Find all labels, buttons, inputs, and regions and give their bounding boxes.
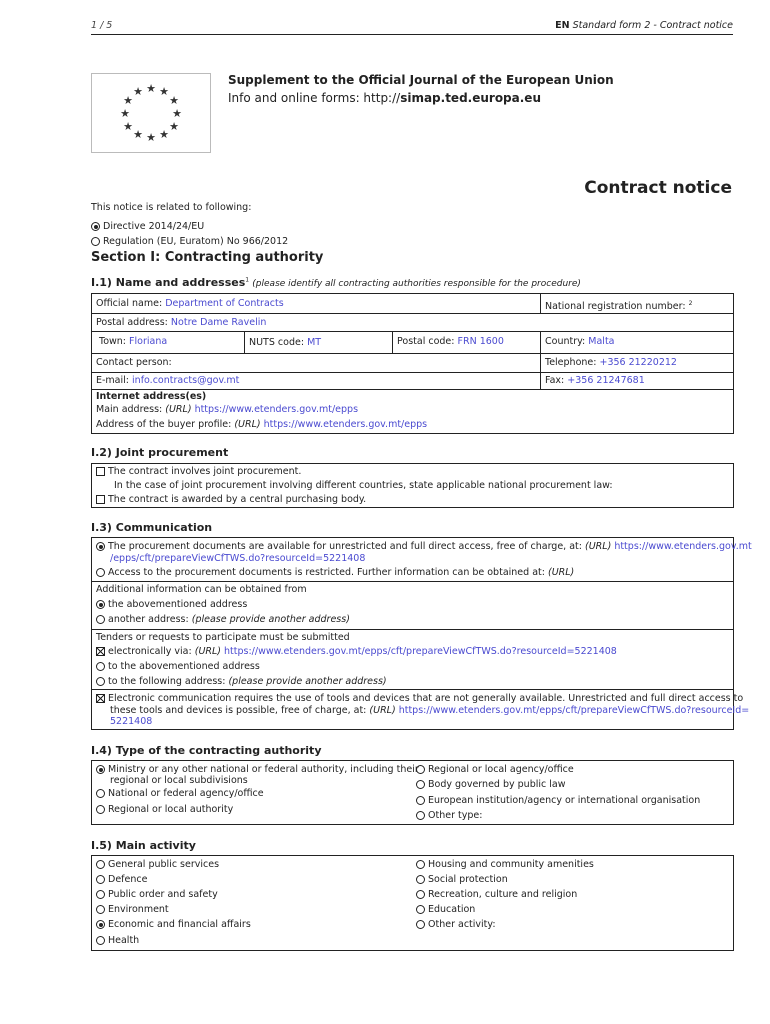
- field-label: NUTS code:: [249, 337, 305, 348]
- central-purchasing-option[interactable]: [96, 494, 366, 506]
- page-number: 1 / 5: [91, 20, 113, 31]
- url-tag: (URL): [234, 419, 261, 430]
- docs-link[interactable]: https://www.etenders.gov.mt: [614, 541, 752, 552]
- radio-icon[interactable]: [416, 905, 425, 914]
- option-note: (please provide another address): [191, 614, 350, 625]
- submit-above-address-option[interactable]: [96, 661, 260, 673]
- radio-icon[interactable]: [96, 905, 105, 914]
- activity-option[interactable]: [96, 904, 169, 916]
- section-title: Section I: Contracting authority: [91, 250, 324, 265]
- radio-icon[interactable]: [96, 789, 105, 798]
- option-label: Regional or local agency/office: [428, 764, 574, 775]
- radio-icon[interactable]: [416, 765, 425, 774]
- header-divider: [91, 34, 733, 35]
- activity-option[interactable]: [416, 919, 496, 931]
- postal-code: [397, 336, 504, 348]
- url-tag: (URL): [585, 541, 612, 552]
- field-label: Fax:: [545, 375, 565, 386]
- svg-text:★: ★: [169, 120, 179, 133]
- eu-flag-logo: [91, 73, 211, 153]
- option-label: Ministry or any other national or federal authority, including their: [108, 764, 419, 775]
- docs-restricted-option[interactable]: [96, 567, 574, 579]
- checkbox-checked-icon[interactable]: [96, 647, 105, 656]
- docs-available-option[interactable]: [96, 541, 752, 553]
- i1-heading-row: [91, 276, 581, 289]
- field-value: Notre Dame Ravelin: [170, 317, 267, 328]
- field-label: Telephone:: [545, 357, 597, 368]
- radio-icon[interactable]: [96, 890, 105, 899]
- type-other-option[interactable]: [416, 810, 482, 822]
- field-label: Postal address:: [96, 317, 168, 328]
- national-registration: [545, 298, 692, 313]
- form-label: [555, 20, 733, 32]
- option-label: Recreation, culture and religion: [428, 889, 578, 900]
- country: [545, 336, 615, 348]
- email-link[interactable]: info.contracts@gov.mt: [132, 375, 240, 386]
- activity-option[interactable]: [416, 874, 508, 886]
- banner-info-prefix: Info and online forms: http://: [228, 91, 401, 105]
- field-label: E-mail:: [96, 375, 129, 386]
- option-label: Body governed by public law: [428, 779, 566, 790]
- eu-stars-icon: [92, 74, 210, 152]
- svg-text:★: ★: [169, 94, 179, 107]
- i4-heading: I.4) Type of the contracting authority: [91, 744, 322, 757]
- activity-option[interactable]: [416, 859, 594, 871]
- option-label: Other type:: [428, 810, 483, 821]
- i3-heading: I.3) Communication: [91, 521, 213, 534]
- doc-title: Contract notice: [584, 178, 732, 198]
- contact-person: Contact person:: [96, 357, 172, 368]
- postal-address: [96, 317, 266, 329]
- i1-note: (please identify all contracting authorities responsible for the procedure): [252, 279, 581, 289]
- radio-selected-icon[interactable]: [96, 920, 105, 929]
- field-label: Town:: [99, 336, 126, 347]
- option-label: Environment: [108, 904, 169, 915]
- option-label: European institution/agency or international organisation: [428, 795, 701, 806]
- info-above-address-option[interactable]: [96, 599, 247, 611]
- svg-text:★: ★: [133, 128, 143, 141]
- submit-electronically-option[interactable]: [96, 646, 617, 658]
- option-label: these tools and devices is possible, free of charge, at:: [110, 705, 367, 716]
- field-value: +356 21220212: [599, 357, 677, 368]
- option-directive[interactable]: [91, 221, 204, 233]
- activity-option[interactable]: [96, 889, 218, 901]
- checkbox-icon[interactable]: [96, 495, 105, 504]
- option-label: General public services: [108, 859, 220, 870]
- additional-info-label: Additional information can be obtained from: [96, 584, 307, 595]
- option-label: The contract involves joint procurement.: [108, 466, 302, 477]
- option-label: Electronic communication requires the use of tools and devices that are not generally available. Unrestricted and full direct access to: [108, 693, 744, 704]
- radio-icon[interactable]: [96, 677, 105, 686]
- radio-icon[interactable]: [96, 875, 105, 884]
- radio-icon[interactable]: [416, 920, 425, 929]
- field-label: Official name:: [96, 298, 163, 309]
- i2-heading: I.2) Joint procurement: [91, 446, 229, 459]
- option-label: The contract is awarded by a central purchasing body.: [108, 494, 367, 505]
- docs-link-continued[interactable]: /epps/cft/prepareViewCfTWS.do?resourceId=5221408: [110, 553, 366, 564]
- radio-icon[interactable]: [96, 568, 105, 577]
- type-public-law-option[interactable]: [416, 779, 565, 791]
- radio-icon[interactable]: [91, 237, 100, 246]
- activity-option[interactable]: [96, 859, 219, 871]
- banner-info-link[interactable]: simap.ted.europa.eu: [400, 91, 541, 105]
- main-address: [96, 404, 358, 416]
- field-value: Floriana: [129, 336, 168, 347]
- buyer-profile: [96, 419, 427, 431]
- field-value: Department of Contracts: [165, 298, 284, 309]
- radio-icon[interactable]: [416, 780, 425, 789]
- activity-option[interactable]: [96, 935, 139, 947]
- checkbox-icon[interactable]: [96, 467, 105, 476]
- radio-selected-icon[interactable]: [96, 765, 105, 774]
- type-regional-agency-option[interactable]: [416, 764, 574, 776]
- radio-selected-icon[interactable]: [96, 600, 105, 609]
- field-value: Malta: [588, 336, 615, 347]
- radio-icon[interactable]: [96, 860, 105, 869]
- radio-icon[interactable]: [416, 796, 425, 805]
- svg-text:★: ★: [146, 82, 156, 95]
- radio-selected-icon[interactable]: [91, 222, 100, 231]
- option-label: Access to the procurement documents is restricted. Further information can be obtained at:: [108, 567, 545, 578]
- radio-icon[interactable]: [416, 811, 425, 820]
- svg-text:★: ★: [133, 85, 143, 98]
- option-note: (please provide another address): [228, 676, 387, 687]
- option-label: Defence: [108, 874, 148, 885]
- field-label: National registration number:: [545, 301, 686, 313]
- footnote-ref: 2: [688, 300, 693, 307]
- submission-link[interactable]: https://www.etenders.gov.mt/epps/cft/prepareViewCfTWS.do?resourceId=5221408: [224, 646, 617, 657]
- svg-text:★: ★: [123, 94, 133, 107]
- radio-icon[interactable]: [96, 662, 105, 671]
- field-label: Postal code:: [397, 336, 455, 347]
- svg-text:★: ★: [123, 120, 133, 133]
- buyer-profile-link[interactable]: https://www.etenders.gov.mt/epps: [263, 419, 428, 430]
- internet-heading: Internet address(es): [96, 391, 207, 402]
- option-label: Housing and community amenities: [428, 859, 594, 870]
- checkbox-checked-icon[interactable]: [96, 694, 105, 703]
- option-regulation[interactable]: [91, 236, 288, 248]
- i5-heading: I.5) Main activity: [91, 839, 196, 852]
- radio-selected-icon[interactable]: [96, 542, 105, 551]
- lang-code: EN: [555, 20, 570, 31]
- option-label: The procurement documents are available for unrestricted and full direct access, free of charge, at:: [108, 541, 582, 552]
- radio-icon[interactable]: [416, 875, 425, 884]
- fax: [545, 375, 645, 387]
- field-value: +356 21247681: [567, 375, 645, 386]
- option-label: the abovementioned address: [108, 599, 248, 610]
- type-regional-authority-option[interactable]: [96, 804, 233, 816]
- radio-icon[interactable]: [416, 890, 425, 899]
- activity-option[interactable]: [416, 889, 577, 901]
- option-label: Public order and safety: [108, 889, 218, 900]
- radio-icon[interactable]: [96, 805, 105, 814]
- type-european-institution-option[interactable]: [416, 795, 700, 807]
- url-tag: (URL): [165, 404, 192, 415]
- option-label: Other activity:: [428, 919, 496, 930]
- electronic-tools-option[interactable]: [96, 693, 743, 705]
- url-tag: (URL): [547, 567, 575, 578]
- svg-text:★: ★: [120, 107, 130, 120]
- option-label: Health: [108, 935, 140, 946]
- option-label: another address:: [108, 614, 189, 625]
- field-label: Main address:: [96, 404, 163, 415]
- activity-option[interactable]: [96, 874, 147, 886]
- i1-heading: I.1) Name and addresses: [91, 276, 246, 289]
- field-label: Country:: [545, 336, 586, 347]
- footnote-ref: 1: [245, 276, 250, 284]
- official-name: [96, 298, 284, 310]
- field-label: Address of the buyer profile:: [96, 419, 232, 430]
- option-label: Social protection: [428, 874, 508, 885]
- option-label: Economic and financial affairs: [108, 919, 251, 930]
- telephone: [545, 357, 677, 369]
- activity-option[interactable]: [96, 919, 251, 931]
- field-value: MT: [307, 337, 322, 348]
- svg-text:★: ★: [172, 107, 182, 120]
- option-label: National or federal agency/office: [108, 788, 264, 799]
- radio-icon[interactable]: [416, 860, 425, 869]
- info-another-address-option[interactable]: [96, 614, 350, 626]
- radio-icon[interactable]: [96, 936, 105, 945]
- tools-link-continued[interactable]: 5221408: [110, 716, 153, 727]
- option-label: to the following address:: [108, 676, 226, 687]
- banner-info: [228, 91, 541, 105]
- submit-following-address-option[interactable]: [96, 676, 387, 688]
- related-label: This notice is related to following:: [91, 202, 252, 213]
- field-value: FRN 1600: [457, 336, 504, 347]
- type-ministry-continued: regional or local subdivisions: [110, 775, 248, 786]
- form-name: Standard form 2 - Contract notice: [572, 20, 733, 31]
- joint-procurement-option[interactable]: [96, 466, 301, 478]
- email: [96, 375, 239, 387]
- main-address-link[interactable]: https://www.etenders.gov.mt/epps: [194, 404, 359, 415]
- activity-option[interactable]: [416, 904, 475, 916]
- radio-icon[interactable]: [96, 615, 105, 624]
- tenders-label: Tenders or requests to participate must be submitted: [96, 632, 350, 643]
- option-label: Directive 2014/24/EU: [103, 221, 205, 232]
- option-label: Regional or local authority: [108, 804, 234, 815]
- banner-title: Supplement to the Official Journal of the European Union: [228, 73, 614, 87]
- option-label: to the abovementioned address: [108, 661, 260, 672]
- electronic-tools-continued: [110, 705, 749, 717]
- type-national-agency-option[interactable]: [96, 788, 264, 800]
- option-label: Education: [428, 904, 476, 915]
- svg-text:★: ★: [146, 131, 156, 144]
- url-tag: (URL): [369, 705, 396, 716]
- town: [99, 336, 167, 348]
- option-label: Regulation (EU, Euratom) No 966/2012: [103, 236, 289, 247]
- joint-note: In the case of joint procurement involving different countries, state applicable national procurement law:: [114, 480, 613, 491]
- tools-link[interactable]: https://www.etenders.gov.mt/epps/cft/prepareViewCfTWS.do?resourceId=: [398, 705, 750, 716]
- svg-text:★: ★: [159, 85, 169, 98]
- option-label: electronically via:: [108, 646, 192, 657]
- nuts-code: [249, 337, 321, 349]
- url-tag: (URL): [194, 646, 221, 657]
- svg-text:★: ★: [159, 128, 169, 141]
